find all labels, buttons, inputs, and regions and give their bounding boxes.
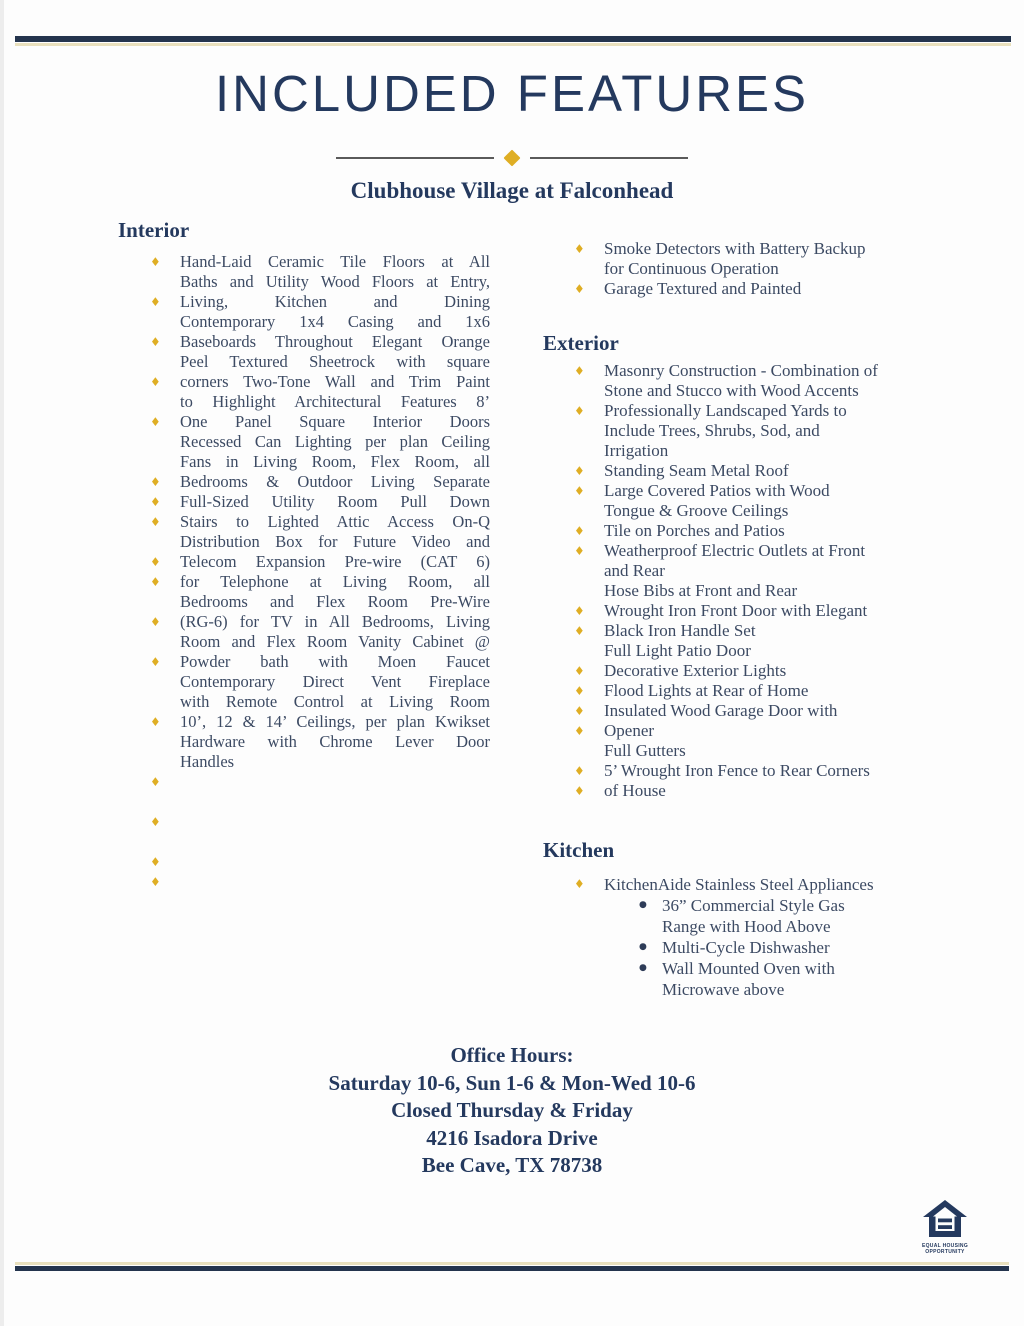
feature-line xyxy=(574,641,919,661)
interior-right-list xyxy=(574,239,919,299)
feature-text: Handles xyxy=(180,752,235,771)
feature-line xyxy=(150,432,490,452)
dot-bullet-icon: ● xyxy=(639,963,647,973)
feature-text: Fans in Living Room, Flex Room, all xyxy=(180,452,490,471)
feature-line xyxy=(574,441,919,461)
feature-text: Full Gutters xyxy=(604,741,686,760)
section-heading-exterior: Exterior xyxy=(543,331,619,355)
feature-text xyxy=(180,852,490,872)
feature-text: Room and Flex Room Vanity Cabinet @ xyxy=(180,632,490,651)
diamond-bullet-icon: ♦ xyxy=(574,282,585,296)
feature-text: Contemporary Direct Vent Fireplace xyxy=(180,672,490,691)
feature-text: Contemporary 1x4 Casing and 1x6 xyxy=(180,312,490,331)
feature-line xyxy=(574,601,919,621)
diamond-bullet-icon: ♦ xyxy=(150,615,161,629)
feature-text: Stairs to Lighted Attic Access On-Q xyxy=(180,512,490,531)
feature-text xyxy=(180,792,490,812)
feature-text: Weatherproof Electric Outlets at Front xyxy=(604,541,866,560)
feature-line xyxy=(574,361,919,381)
top-cream-rule xyxy=(15,43,1011,46)
feature-line xyxy=(150,812,490,832)
feature-line xyxy=(150,672,490,692)
feature-text: 5’ Wrought Iron Fence to Rear Corners xyxy=(604,761,870,780)
feature-text: One Panel Square Interior Doors xyxy=(180,412,490,431)
diamond-bullet-icon: ♦ xyxy=(574,242,585,256)
feature-text: Distribution Box for Future Video and xyxy=(180,532,490,551)
feature-line xyxy=(150,592,490,612)
feature-text: Decorative Exterior Lights xyxy=(604,661,787,680)
diamond-bullet-icon: ♦ xyxy=(574,784,585,798)
diamond-bullet-icon: ♦ xyxy=(574,464,585,478)
feature-line xyxy=(150,852,490,872)
diamond-bullet-icon: ♦ xyxy=(150,715,161,729)
dot-bullet-icon: ● xyxy=(639,942,647,952)
feature-line xyxy=(150,732,490,752)
feature-text: (RG-6) for TV in All Bedrooms, Living xyxy=(180,612,490,631)
feature-line xyxy=(150,472,490,492)
diamond-bullet-icon: ♦ xyxy=(150,475,161,489)
feature-text: for Telephone at Living Room, all xyxy=(180,572,490,591)
feature-text: Wall Mounted Oven with xyxy=(662,959,835,978)
diamond-bullet-icon: ♦ xyxy=(150,415,161,429)
feature-line xyxy=(574,541,919,561)
feature-line xyxy=(150,712,490,732)
feature-text: Opener xyxy=(604,721,655,740)
feature-text: Hand-Laid Ceramic Tile Floors at All xyxy=(180,252,490,271)
kitchen-list-block xyxy=(574,874,919,1000)
feature-line xyxy=(574,239,919,259)
equal-housing-house-icon xyxy=(923,1199,967,1239)
feature-text: Irrigation xyxy=(604,441,669,460)
office-hours-block xyxy=(0,1042,1024,1180)
divider-line-left xyxy=(336,157,494,159)
diamond-bullet-icon: ♦ xyxy=(574,624,585,638)
bottom-border-rule xyxy=(15,1262,1009,1271)
feature-line xyxy=(574,874,919,895)
feature-line xyxy=(150,532,490,552)
exterior-list xyxy=(574,361,919,801)
feature-line xyxy=(636,937,891,958)
feature-text: Bedrooms and Flex Room Pre-Wire xyxy=(180,592,490,611)
dot-bullet-icon: ● xyxy=(639,900,647,910)
feature-line xyxy=(574,421,919,441)
feature-line xyxy=(150,252,490,272)
feature-text: 10’, 12 & 14’ Ceilings, per plan Kwikset xyxy=(180,712,490,731)
feature-line xyxy=(636,958,891,979)
diamond-bullet-icon: ♦ xyxy=(150,815,161,829)
office-hours-line: Saturday 10-6, Sun 1-6 & Mon-Wed 10-6 xyxy=(328,1070,696,1095)
feature-text: to Highlight Architectural Features 8’ xyxy=(180,392,490,411)
diamond-bullet-icon: ♦ xyxy=(574,404,585,418)
feature-text: Insulated Wood Garage Door with xyxy=(604,701,838,720)
feature-line xyxy=(150,832,490,852)
kitchen-sub-list xyxy=(636,895,891,1000)
feature-line xyxy=(150,412,490,432)
feature-text xyxy=(180,832,490,852)
feature-text: KitchenAide Stainless Steel Appliances xyxy=(604,875,874,894)
office-hours-line: Closed Thursday & Friday xyxy=(391,1098,633,1122)
diamond-bullet-icon: ♦ xyxy=(150,655,161,669)
feature-text: Microwave above xyxy=(662,980,785,999)
divider-line-right xyxy=(530,157,688,159)
top-border-rule xyxy=(15,36,1011,46)
feature-line xyxy=(574,259,919,279)
feature-line xyxy=(574,701,919,721)
diamond-bullet-icon: ♦ xyxy=(150,255,161,269)
office-hours-title: Office Hours: xyxy=(450,1043,574,1067)
feature-line xyxy=(574,741,919,761)
feature-line xyxy=(574,279,919,299)
feature-text: and Rear xyxy=(604,561,665,580)
section-heading-kitchen: Kitchen xyxy=(543,838,615,862)
feature-line xyxy=(150,772,490,792)
diamond-bullet-icon: ♦ xyxy=(574,544,585,558)
interior-left-list xyxy=(150,252,490,892)
feature-line xyxy=(150,792,490,812)
feature-text: with Remote Control at Living Room xyxy=(180,692,490,711)
feature-text: Professionally Landscaped Yards to xyxy=(604,401,847,420)
diamond-bullet-icon: ♦ xyxy=(574,484,585,498)
feature-text: Peel Textured Sheetrock with square xyxy=(180,352,490,371)
feature-text xyxy=(180,812,490,832)
community-name: Clubhouse Village at Falconhead xyxy=(350,178,674,203)
title-divider xyxy=(336,152,688,164)
section-heading-interior: Interior xyxy=(118,218,190,242)
diamond-bullet-icon: ♦ xyxy=(150,775,161,789)
feature-text: Hardware with Chrome Lever Door xyxy=(180,732,490,751)
equal-housing-logo xyxy=(913,1199,977,1255)
feature-text: Tongue & Groove Ceilings xyxy=(604,501,789,520)
diamond-bullet-icon: ♦ xyxy=(574,524,585,538)
feature-text: Large Covered Patios with Wood xyxy=(604,481,830,500)
feature-line xyxy=(150,352,490,372)
diamond-bullet-icon: ♦ xyxy=(574,724,585,738)
feature-text: Living, Kitchen and Dining xyxy=(180,292,490,311)
feature-text: Telecom Expansion Pre-wire (CAT 6) xyxy=(180,552,490,571)
feature-text: Bedrooms & Outdoor Living Separate xyxy=(180,472,490,491)
feature-line xyxy=(574,481,919,501)
feature-text: Masonry Construction - Combination of xyxy=(604,361,878,380)
feature-line xyxy=(574,661,919,681)
feature-line xyxy=(574,721,919,741)
feature-text: Stone and Stucco with Wood Accents xyxy=(604,381,859,400)
feature-text: of House xyxy=(604,781,666,800)
diamond-bullet-icon: ♦ xyxy=(574,364,585,378)
feature-text: 36” Commercial Style Gas xyxy=(662,896,845,915)
diamond-bullet-icon: ♦ xyxy=(150,555,161,569)
feature-line xyxy=(150,392,490,412)
page-title: INCLUDED FEATURES xyxy=(214,65,810,122)
diamond-bullet-icon: ♦ xyxy=(150,375,161,389)
office-address-line: Bee Cave, TX 78738 xyxy=(421,1153,603,1177)
diamond-bullet-icon: ♦ xyxy=(150,335,161,349)
feature-line xyxy=(574,401,919,421)
feature-line xyxy=(574,521,919,541)
diamond-bullet-icon: ♦ xyxy=(150,515,161,529)
feature-line xyxy=(150,612,490,632)
feature-text: Range with Hood Above xyxy=(662,917,831,936)
office-address-line: 4216 Isadora Drive xyxy=(426,1125,598,1150)
bottom-navy-rule xyxy=(15,1266,1009,1271)
feature-text: Standing Seam Metal Roof xyxy=(604,461,789,480)
feature-line xyxy=(574,461,919,481)
diamond-bullet-icon: ♦ xyxy=(574,684,585,698)
feature-text: Baths and Utility Wood Floors at Entry, xyxy=(180,272,490,291)
feature-text: Black Iron Handle Set xyxy=(604,621,756,640)
diamond-bullet-icon: ♦ xyxy=(150,855,161,869)
feature-text: Full Light Patio Door xyxy=(604,641,751,660)
feature-line xyxy=(574,581,919,601)
diamond-bullet-icon: ♦ xyxy=(574,704,585,718)
feature-text: Include Trees, Shrubs, Sod, and xyxy=(604,421,820,440)
feature-text: Powder bath with Moen Faucet xyxy=(180,652,490,671)
kitchen-list xyxy=(574,874,919,895)
feature-text: Garage Textured and Painted xyxy=(604,279,802,298)
diamond-bullet-icon: ♦ xyxy=(150,875,161,889)
feature-line xyxy=(150,872,490,892)
diamond-bullet-icon: ♦ xyxy=(150,295,161,309)
feature-text: Hose Bibs at Front and Rear xyxy=(604,581,798,600)
feature-text: Smoke Detectors with Battery Backup xyxy=(604,239,866,258)
diamond-bullet-icon: ♦ xyxy=(574,604,585,618)
feature-line xyxy=(150,492,490,512)
feature-line xyxy=(636,895,891,916)
feature-line xyxy=(150,332,490,352)
feature-line xyxy=(150,292,490,312)
feature-line xyxy=(150,372,490,392)
feature-line xyxy=(150,452,490,472)
feature-line xyxy=(574,761,919,781)
diamond-divider-icon xyxy=(504,150,521,167)
feature-line xyxy=(574,621,919,641)
feature-text: Wrought Iron Front Door with Elegant xyxy=(604,601,868,620)
feature-line xyxy=(574,781,919,801)
feature-line xyxy=(150,692,490,712)
feature-line xyxy=(150,272,490,292)
diamond-bullet-icon: ♦ xyxy=(574,664,585,678)
feature-line xyxy=(636,979,891,1000)
feature-line xyxy=(150,752,490,772)
feature-text: Baseboards Throughout Elegant Orange xyxy=(180,332,490,351)
feature-line xyxy=(574,381,919,401)
equal-housing-label: OPPORTUNITY xyxy=(925,1248,965,1255)
feature-line xyxy=(150,652,490,672)
diamond-bullet-icon: ♦ xyxy=(150,575,161,589)
feature-text xyxy=(180,772,490,792)
diamond-bullet-icon: ♦ xyxy=(150,495,161,509)
feature-text: Multi-Cycle Dishwasher xyxy=(662,938,830,957)
feature-text: Full-Sized Utility Room Pull Down xyxy=(180,492,490,511)
feature-text: for Continuous Operation xyxy=(604,259,779,278)
feature-line xyxy=(150,632,490,652)
diamond-bullet-icon: ♦ xyxy=(574,877,585,891)
feature-line xyxy=(574,501,919,521)
feature-text: corners Two-Tone Wall and Trim Paint xyxy=(180,372,490,391)
diamond-bullet-icon: ♦ xyxy=(574,764,585,778)
feature-line xyxy=(150,512,490,532)
feature-line xyxy=(150,572,490,592)
feature-text xyxy=(180,872,490,892)
feature-line xyxy=(150,552,490,572)
feature-line xyxy=(150,312,490,332)
feature-line xyxy=(574,561,919,581)
feature-line xyxy=(574,681,919,701)
feature-text: Tile on Porches and Patios xyxy=(604,521,785,540)
feature-text: Recessed Can Lighting per plan Ceiling xyxy=(180,432,490,451)
feature-text: Flood Lights at Rear of Home xyxy=(604,681,809,700)
feature-line xyxy=(636,916,891,937)
equal-housing-label: EQUAL HOUSING xyxy=(921,1243,969,1249)
